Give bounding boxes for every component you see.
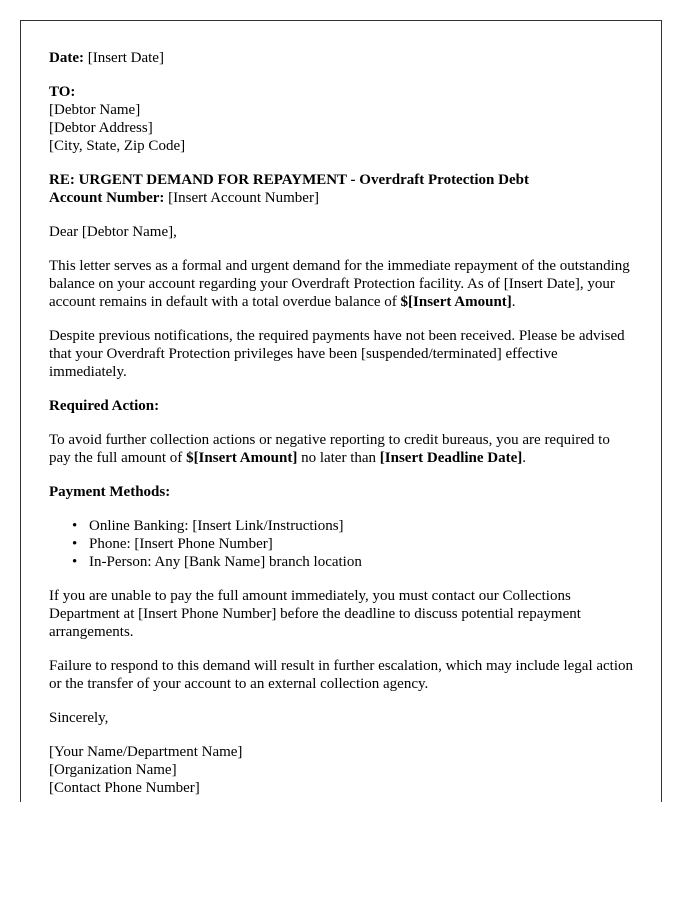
account-number-line — [49, 189, 633, 207]
recipient-block — [49, 83, 633, 155]
required-action-end: . — [522, 450, 527, 466]
paragraph-escalation: Failure to respond to this demand will result in further escalation, which may include legal action or the transfer of your account to an external collection agency. — [49, 658, 634, 692]
deadline-date: [Insert Deadline Date] — [379, 450, 523, 466]
recipient-address: [Debtor Address] — [49, 120, 153, 136]
paragraph-demand-end: . — [511, 294, 516, 310]
payment-method-label: Phone: [Insert Phone Number] — [89, 536, 273, 552]
overdue-amount: $[Insert Amount] — [400, 294, 512, 310]
bullet-icon: • — [72, 554, 78, 570]
subject-block — [49, 171, 633, 207]
payment-methods-heading — [49, 483, 633, 501]
signature-phone: [Contact Phone Number] — [49, 780, 200, 796]
to-label: TO: — [49, 84, 76, 100]
recipient-name: [Debtor Name] — [49, 102, 141, 118]
payment-methods-heading-text: Payment Methods: — [49, 484, 171, 500]
date-line — [49, 49, 633, 67]
payment-method-label: Online Banking: [Insert Link/Instructions] — [89, 518, 344, 534]
payment-methods-list — [49, 517, 633, 571]
required-action-heading — [49, 397, 633, 415]
payment-method-phone — [72, 535, 633, 553]
payment-method-in-person — [72, 553, 633, 571]
signature-name: [Your Name/Department Name] — [49, 744, 243, 760]
date-value: [Insert Date] — [83, 50, 164, 66]
demand-letter — [20, 20, 662, 802]
signature-block — [49, 743, 633, 797]
required-action-text: To avoid further collection actions or negative reporting to credit bureaus, you are required to pay the full amount of — [49, 432, 610, 466]
account-label: Account Number: — [49, 190, 165, 206]
paragraph-demand — [49, 257, 633, 311]
required-action-middle: no later than — [297, 450, 380, 466]
closing: Sincerely, — [49, 710, 109, 726]
required-action-heading-text: Required Action: — [49, 398, 160, 414]
bullet-icon: • — [72, 518, 78, 534]
paragraph-demand-text: This letter serves as a formal and urgent demand for the immediate repayment of the outstanding balance on your account regarding your Overdraft Protection facility. As of [Insert Date], your account remains in default with a total overdue balance of — [49, 258, 630, 310]
paragraph-notice: Despite previous notifications, the required payments have not been received. Please be advised that your Overdraft Protection privileges have been [suspended/terminated] effective immediately. — [49, 328, 625, 380]
recipient-city-state-zip: [City, State, Zip Code] — [49, 138, 186, 154]
paragraph-required-action — [49, 431, 633, 467]
subject-line: RE: URGENT DEMAND FOR REPAYMENT - Overdraft Protection Debt — [49, 172, 529, 188]
account-value: [Insert Account Number] — [164, 190, 319, 206]
payment-method-online — [72, 517, 633, 535]
salutation: Dear [Debtor Name], — [49, 224, 177, 240]
document-viewport — [20, 20, 662, 802]
bullet-icon: • — [72, 536, 78, 552]
signature-organization: [Organization Name] — [49, 762, 177, 778]
payment-method-label: In-Person: Any [Bank Name] branch location — [89, 554, 362, 570]
date-label: Date: — [49, 50, 84, 66]
paragraph-contact: If you are unable to pay the full amount immediately, you must contact our Collections Department at [Insert Phone Number] before the deadline to discuss potential repayment arrangements. — [49, 588, 581, 640]
required-amount: $[Insert Amount] — [186, 450, 298, 466]
